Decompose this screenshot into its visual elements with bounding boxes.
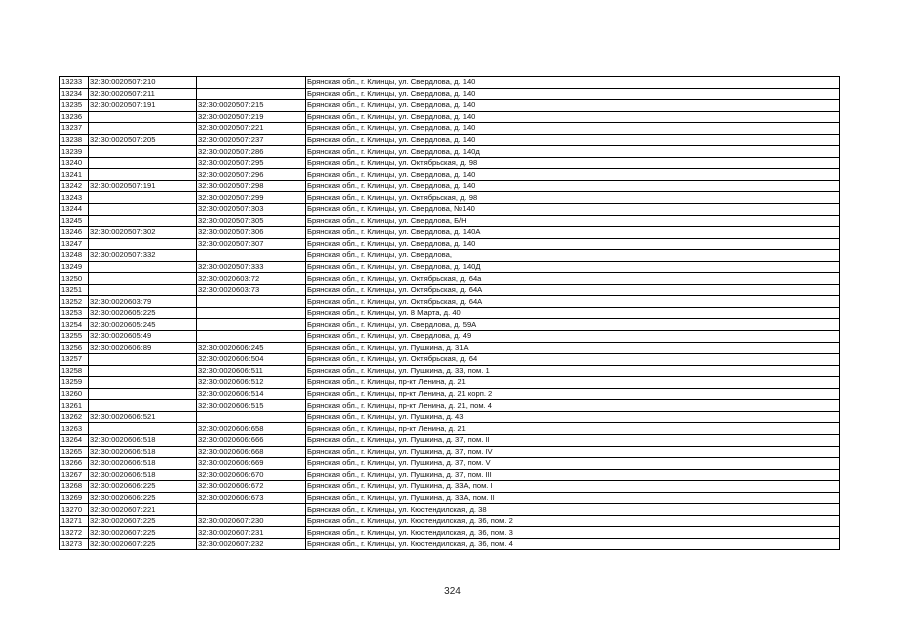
cadastral-number-cell: 32:30:0020605:245 [89,319,197,331]
cadastral-number-cell [89,157,197,169]
related-cadastral-number-cell [197,319,306,331]
cadastral-number-cell [89,273,197,285]
row-number-cell: 13256 [60,342,89,354]
row-number-cell: 13242 [60,180,89,192]
address-cell: Брянская обл., г. Клинцы, ул. Кюстендилская, д. 38 [306,504,840,516]
address-cell: Брянская обл., г. Клинцы, ул. Свердлова, Б/Н [306,215,840,227]
cadastral-number-cell: 32:30:0020606:518 [89,458,197,470]
related-cadastral-number-cell [197,411,306,423]
address-cell: Брянская обл., г. Клинцы, ул. Пушкина, д. 37, пом. III [306,469,840,481]
table-row [60,319,840,331]
table-row [60,134,840,146]
address-cell: Брянская обл., г. Клинцы, ул. Свердлова, д. 140д [306,146,840,158]
address-cell: Брянская обл., г. Клинцы, ул. Октябрьская, д. 64А [306,296,840,308]
related-cadastral-number-cell: 32:30:0020507:286 [197,146,306,158]
related-cadastral-number-cell: 32:30:0020606:668 [197,446,306,458]
row-number-cell: 13249 [60,261,89,273]
row-number-cell: 13235 [60,100,89,112]
related-cadastral-number-cell: 32:30:0020606:669 [197,458,306,470]
address-cell: Брянская обл., г. Клинцы, пр-кт Ленина, д. 21 [306,377,840,389]
table-row [60,123,840,135]
address-cell: Брянская обл., г. Клинцы, ул. Пушкина, д. 37, пом. II [306,434,840,446]
cadastral-number-cell: 32:30:0020605:49 [89,331,197,343]
table-row [60,469,840,481]
table-row [60,261,840,273]
address-cell: Брянская обл., г. Клинцы, ул. Пушкина, д. 33, пом. 1 [306,365,840,377]
row-number-cell: 13239 [60,146,89,158]
row-number-cell: 13233 [60,77,89,89]
address-cell: Брянская обл., г. Клинцы, ул. Октябрьская, д. 64 [306,354,840,366]
related-cadastral-number-cell: 32:30:0020507:237 [197,134,306,146]
table-row [60,515,840,527]
related-cadastral-number-cell: 32:30:0020507:295 [197,157,306,169]
table-row [60,88,840,100]
address-cell: Брянская обл., г. Клинцы, ул. Свердлова, д. 140 [306,111,840,123]
address-cell: Брянская обл., г. Клинцы, ул. Пушкина, д. 33А, пом. II [306,492,840,504]
cadastral-number-cell: 32:30:0020507:302 [89,227,197,239]
cadastral-number-cell: 32:30:0020607:225 [89,515,197,527]
related-cadastral-number-cell: 32:30:0020606:245 [197,342,306,354]
cadastral-number-cell [89,377,197,389]
address-cell: Брянская обл., г. Клинцы, ул. Пушкина, д. 43 [306,411,840,423]
address-cell: Брянская обл., г. Клинцы, ул. Кюстендилская, д. 36, пом. 4 [306,538,840,550]
row-number-cell: 13247 [60,238,89,250]
table-row [60,192,840,204]
table-row [60,180,840,192]
address-cell: Брянская обл., г. Клинцы, ул. Октябрьская, д. 64А [306,284,840,296]
address-cell: Брянская обл., г. Клинцы, ул. Свердлова, д. 140 [306,169,840,181]
related-cadastral-number-cell: 32:30:0020507:215 [197,100,306,112]
related-cadastral-number-cell: 32:30:0020607:231 [197,527,306,539]
row-number-cell: 13241 [60,169,89,181]
row-number-cell: 13253 [60,307,89,319]
address-cell: Брянская обл., г. Клинцы, ул. Кюстендилская, д. 36, пом. 2 [306,515,840,527]
address-cell: Брянская обл., г. Клинцы, ул. Пушкина, д. 37, пом. V [306,458,840,470]
related-cadastral-number-cell: 32:30:0020507:298 [197,180,306,192]
address-cell: Брянская обл., г. Клинцы, ул. Свердлова, д. 140 [306,88,840,100]
table-row [60,538,840,550]
table-row [60,354,840,366]
table-row [60,331,840,343]
address-cell: Брянская обл., г. Клинцы, ул. Октябрьская, д. 98 [306,192,840,204]
table-row [60,238,840,250]
related-cadastral-number-cell: 32:30:0020606:658 [197,423,306,435]
table-row [60,342,840,354]
cadastral-number-cell: 32:30:0020507:332 [89,250,197,262]
table-row [60,423,840,435]
cadastral-number-cell: 32:30:0020607:221 [89,504,197,516]
related-cadastral-number-cell: 32:30:0020507:305 [197,215,306,227]
row-number-cell: 13254 [60,319,89,331]
related-cadastral-number-cell [197,504,306,516]
table-row [60,458,840,470]
row-number-cell: 13250 [60,273,89,285]
related-cadastral-number-cell: 32:30:0020606:673 [197,492,306,504]
table-row [60,169,840,181]
table-row [60,215,840,227]
table-row [60,100,840,112]
table-row [60,434,840,446]
table-row [60,204,840,216]
address-cell: Брянская обл., г. Клинцы, ул. Свердлова, д. 59А [306,319,840,331]
related-cadastral-number-cell: 32:30:0020606:515 [197,400,306,412]
table-row [60,400,840,412]
related-cadastral-number-cell: 32:30:0020606:666 [197,434,306,446]
related-cadastral-number-cell: 32:30:0020606:504 [197,354,306,366]
row-number-cell: 13264 [60,434,89,446]
cadastral-register-table [59,76,840,550]
table-row [60,296,840,308]
address-cell: Брянская обл., г. Клинцы, ул. 8 Марта, д. 40 [306,307,840,319]
cadastral-number-cell [89,388,197,400]
cadastral-number-cell [89,169,197,181]
cadastral-number-cell: 32:30:0020606:225 [89,481,197,493]
related-cadastral-number-cell: 32:30:0020507:306 [197,227,306,239]
address-cell: Брянская обл., г. Клинцы, ул. Свердлова, д. 140 [306,123,840,135]
row-number-cell: 13263 [60,423,89,435]
table-row [60,307,840,319]
cadastral-number-cell: 32:30:0020606:521 [89,411,197,423]
cadastral-number-cell [89,423,197,435]
address-cell: Брянская обл., г. Клинцы, ул. Октябрьская, д. 98 [306,157,840,169]
related-cadastral-number-cell [197,296,306,308]
table-body [60,77,840,550]
row-number-cell: 13273 [60,538,89,550]
row-number-cell: 13236 [60,111,89,123]
cadastral-number-cell: 32:30:0020507:210 [89,77,197,89]
related-cadastral-number-cell: 32:30:0020507:221 [197,123,306,135]
row-number-cell: 13237 [60,123,89,135]
address-cell: Брянская обл., г. Клинцы, ул. Свердлова, [306,250,840,262]
related-cadastral-number-cell: 32:30:0020603:72 [197,273,306,285]
row-number-cell: 13271 [60,515,89,527]
cadastral-number-cell [89,354,197,366]
row-number-cell: 13272 [60,527,89,539]
related-cadastral-number-cell [197,88,306,100]
related-cadastral-number-cell: 32:30:0020606:512 [197,377,306,389]
related-cadastral-number-cell: 32:30:0020607:230 [197,515,306,527]
row-number-cell: 13240 [60,157,89,169]
address-cell: Брянская обл., г. Клинцы, ул. Свердлова, д. 140 [306,134,840,146]
address-cell: Брянская обл., г. Клинцы, ул. Свердлова, д. 140 [306,180,840,192]
cadastral-number-cell [89,365,197,377]
row-number-cell: 13258 [60,365,89,377]
row-number-cell: 13252 [60,296,89,308]
address-cell: Брянская обл., г. Клинцы, ул. Свердлова, №140 [306,204,840,216]
row-number-cell: 13243 [60,192,89,204]
row-number-cell: 13260 [60,388,89,400]
cadastral-number-cell: 32:30:0020606:518 [89,446,197,458]
table-row [60,77,840,89]
cadastral-number-cell: 32:30:0020607:225 [89,538,197,550]
address-cell: Брянская обл., г. Клинцы, ул. Свердлова, д. 140А [306,227,840,239]
row-number-cell: 13234 [60,88,89,100]
cadastral-number-cell [89,204,197,216]
related-cadastral-number-cell: 32:30:0020606:670 [197,469,306,481]
row-number-cell: 13244 [60,204,89,216]
row-number-cell: 13246 [60,227,89,239]
related-cadastral-number-cell [197,250,306,262]
row-number-cell: 13269 [60,492,89,504]
table-row [60,527,840,539]
row-number-cell: 13238 [60,134,89,146]
cadastral-number-cell: 32:30:0020606:518 [89,469,197,481]
row-number-cell: 13270 [60,504,89,516]
related-cadastral-number-cell: 32:30:0020507:307 [197,238,306,250]
row-number-cell: 13259 [60,377,89,389]
address-cell: Брянская обл., г. Клинцы, ул. Свердлова, д. 140Д [306,261,840,273]
page-number: 324 [444,586,461,597]
cadastral-number-cell: 32:30:0020507:211 [89,88,197,100]
related-cadastral-number-cell: 32:30:0020507:296 [197,169,306,181]
row-number-cell: 13265 [60,446,89,458]
related-cadastral-number-cell [197,77,306,89]
address-cell: Брянская обл., г. Клинцы, ул. Кюстендилская, д. 36, пом. 3 [306,527,840,539]
address-cell: Брянская обл., г. Клинцы, ул. Октябрьская, д. 64а [306,273,840,285]
cadastral-number-cell: 32:30:0020507:191 [89,100,197,112]
table-row [60,273,840,285]
cadastral-number-cell: 32:30:0020607:225 [89,527,197,539]
related-cadastral-number-cell: 32:30:0020507:299 [197,192,306,204]
table-row [60,146,840,158]
cadastral-number-cell [89,284,197,296]
table-row [60,388,840,400]
related-cadastral-number-cell: 32:30:0020606:672 [197,481,306,493]
related-cadastral-number-cell: 32:30:0020606:514 [197,388,306,400]
related-cadastral-number-cell: 32:30:0020603:73 [197,284,306,296]
address-cell: Брянская обл., г. Клинцы, ул. Пушкина, д. 33А, пом. I [306,481,840,493]
address-cell: Брянская обл., г. Клинцы, ул. Свердлова, д. 140 [306,238,840,250]
cadastral-number-cell: 32:30:0020606:518 [89,434,197,446]
address-cell: Брянская обл., г. Клинцы, пр-кт Ленина, д. 21, пом. 4 [306,400,840,412]
address-cell: Брянская обл., г. Клинцы, ул. Пушкина, д. 31А [306,342,840,354]
row-number-cell: 13257 [60,354,89,366]
table-row [60,492,840,504]
cadastral-number-cell [89,400,197,412]
cadastral-number-cell [89,215,197,227]
table-row [60,411,840,423]
related-cadastral-number-cell: 32:30:0020507:303 [197,204,306,216]
address-cell: Брянская обл., г. Клинцы, пр-кт Ленина, д. 21 корп. 2 [306,388,840,400]
related-cadastral-number-cell [197,307,306,319]
cadastral-number-cell [89,238,197,250]
table-row [60,504,840,516]
table-row [60,250,840,262]
address-cell: Брянская обл., г. Клинцы, ул. Пушкина, д. 37, пом. IV [306,446,840,458]
row-number-cell: 13262 [60,411,89,423]
cadastral-number-cell: 32:30:0020606:89 [89,342,197,354]
related-cadastral-number-cell [197,331,306,343]
table-row [60,284,840,296]
related-cadastral-number-cell: 32:30:0020606:511 [197,365,306,377]
related-cadastral-number-cell: 32:30:0020507:333 [197,261,306,273]
address-cell: Брянская обл., г. Клинцы, ул. Свердлова, д. 140 [306,100,840,112]
cadastral-number-cell: 32:30:0020507:191 [89,180,197,192]
cadastral-number-cell: 32:30:0020507:205 [89,134,197,146]
table-row [60,446,840,458]
address-cell: Брянская обл., г. Клинцы, ул. Свердлова, д. 140 [306,77,840,89]
row-number-cell: 13255 [60,331,89,343]
row-number-cell: 13266 [60,458,89,470]
table-row [60,111,840,123]
cadastral-number-cell [89,123,197,135]
related-cadastral-number-cell: 32:30:0020507:219 [197,111,306,123]
row-number-cell: 13248 [60,250,89,262]
cadastral-number-cell: 32:30:0020603:79 [89,296,197,308]
row-number-cell: 13251 [60,284,89,296]
cadastral-number-cell: 32:30:0020605:225 [89,307,197,319]
table-row [60,481,840,493]
related-cadastral-number-cell: 32:30:0020607:232 [197,538,306,550]
address-cell: Брянская обл., г. Клинцы, пр-кт Ленина, д. 21 [306,423,840,435]
row-number-cell: 13268 [60,481,89,493]
cadastral-number-cell [89,192,197,204]
table-row [60,157,840,169]
row-number-cell: 13267 [60,469,89,481]
table-row [60,377,840,389]
address-cell: Брянская обл., г. Клинцы, ул. Свердлова, д. 49 [306,331,840,343]
row-number-cell: 13261 [60,400,89,412]
cadastral-number-cell [89,261,197,273]
cadastral-number-cell [89,146,197,158]
table-row [60,365,840,377]
cadastral-number-cell: 32:30:0020606:225 [89,492,197,504]
cadastral-number-cell [89,111,197,123]
row-number-cell: 13245 [60,215,89,227]
table-row [60,227,840,239]
